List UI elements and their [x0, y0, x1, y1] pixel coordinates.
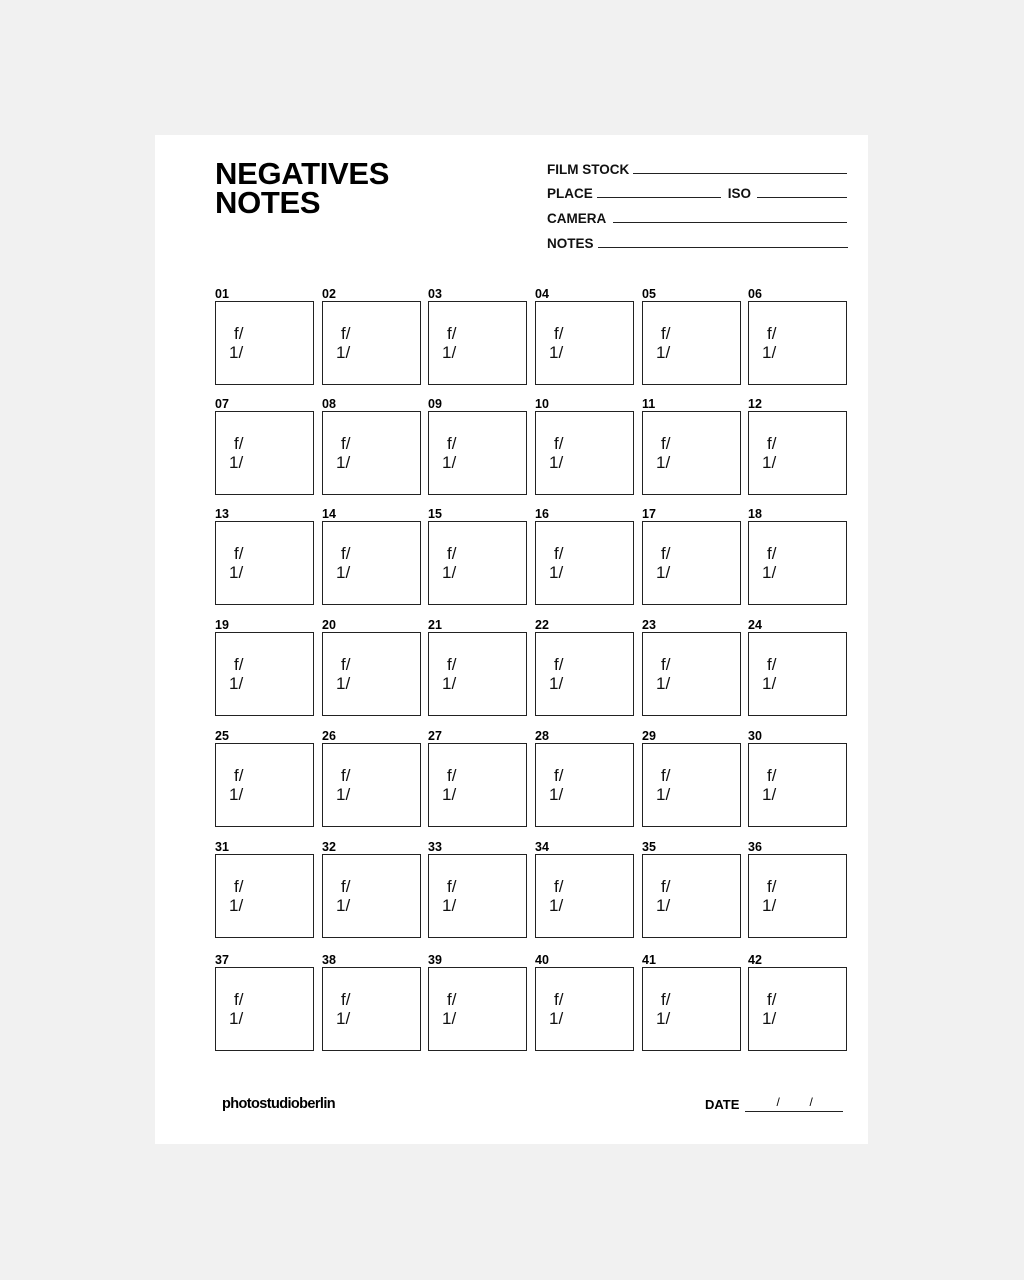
- shutter-label: 1/: [442, 343, 457, 362]
- frame-cell[interactable]: [322, 397, 421, 495]
- place-line[interactable]: [597, 197, 721, 198]
- frame-box[interactable]: [535, 521, 634, 605]
- aperture-label: f/: [447, 655, 457, 674]
- aperture-label: f/: [234, 766, 244, 785]
- frame-box[interactable]: [642, 743, 741, 827]
- exposure-fields: [336, 544, 350, 582]
- frame-cell[interactable]: [535, 729, 634, 827]
- frame-cell[interactable]: [428, 507, 527, 605]
- frame-cell[interactable]: [748, 507, 847, 605]
- frame-box[interactable]: [748, 411, 847, 495]
- camera-label: CAMERA: [547, 211, 607, 226]
- aperture-label: f/: [447, 877, 457, 896]
- exposure-fields: [549, 766, 563, 804]
- exposure-fields: [336, 766, 350, 804]
- exposure-fields: [656, 324, 670, 362]
- shutter-label: 1/: [656, 563, 671, 582]
- iso-label: ISO: [727, 186, 752, 201]
- aperture-label: f/: [447, 324, 457, 343]
- frame-box[interactable]: [748, 967, 847, 1051]
- frame-box[interactable]: [642, 301, 741, 385]
- frame-number: 30: [748, 729, 762, 743]
- aperture-label: f/: [341, 655, 351, 674]
- frame-cell[interactable]: [322, 287, 421, 385]
- iso-line[interactable]: [757, 197, 847, 198]
- frame-number: 36: [748, 840, 762, 854]
- frame-number: 38: [322, 953, 336, 967]
- frame-box[interactable]: [642, 967, 741, 1051]
- exposure-fields: [549, 544, 563, 582]
- frame-number: 37: [215, 953, 229, 967]
- frame-number: 01: [215, 287, 229, 301]
- frame-number: 26: [322, 729, 336, 743]
- shutter-label: 1/: [549, 343, 564, 362]
- aperture-label: f/: [234, 324, 244, 343]
- exposure-fields: [656, 877, 670, 915]
- exposure-fields: [762, 766, 776, 804]
- frame-number: 40: [535, 953, 549, 967]
- exposure-fields: [336, 990, 350, 1028]
- shutter-label: 1/: [442, 453, 457, 472]
- frame-number: 03: [428, 287, 442, 301]
- exposure-fields: [229, 990, 243, 1028]
- frame-cell[interactable]: [215, 507, 314, 605]
- aperture-label: f/: [341, 434, 351, 453]
- exposure-fields: [442, 544, 456, 582]
- frame-box[interactable]: [322, 632, 421, 716]
- shutter-label: 1/: [442, 1009, 457, 1028]
- shutter-label: 1/: [442, 896, 457, 915]
- shutter-label: 1/: [336, 1009, 351, 1028]
- exposure-fields: [762, 655, 776, 693]
- aperture-label: f/: [767, 434, 777, 453]
- shutter-label: 1/: [336, 343, 351, 362]
- camera-field[interactable]: [547, 211, 847, 226]
- frame-number: 19: [215, 618, 229, 632]
- frame-cell[interactable]: [428, 618, 527, 716]
- frame-box[interactable]: [215, 301, 314, 385]
- frame-cell[interactable]: [642, 840, 741, 938]
- frame-box[interactable]: [535, 854, 634, 938]
- frame-box[interactable]: [428, 301, 527, 385]
- shutter-label: 1/: [656, 453, 671, 472]
- aperture-label: f/: [767, 324, 777, 343]
- frame-box[interactable]: [535, 967, 634, 1051]
- exposure-fields: [762, 324, 776, 362]
- shutter-label: 1/: [656, 785, 671, 804]
- frame-box[interactable]: [215, 967, 314, 1051]
- frame-number: 14: [322, 507, 336, 521]
- frame-box[interactable]: [748, 854, 847, 938]
- exposure-fields: [549, 434, 563, 472]
- date-separator: /: [809, 1095, 813, 1109]
- shutter-label: 1/: [229, 563, 244, 582]
- frame-cell[interactable]: [322, 729, 421, 827]
- frame-cell[interactable]: [322, 953, 421, 1051]
- frame-cell[interactable]: [535, 507, 634, 605]
- aperture-label: f/: [554, 434, 564, 453]
- frame-cell[interactable]: [642, 953, 741, 1051]
- frame-number: 05: [642, 287, 656, 301]
- title-line-1: NEGATIVES: [215, 156, 390, 191]
- shutter-label: 1/: [549, 785, 564, 804]
- notes-line[interactable]: [598, 247, 848, 248]
- shutter-label: 1/: [229, 453, 244, 472]
- date-line[interactable]: [745, 1097, 843, 1112]
- frame-cell[interactable]: [748, 397, 847, 495]
- place-field[interactable]: [547, 186, 847, 201]
- shutter-label: 1/: [656, 1009, 671, 1028]
- shutter-label: 1/: [336, 563, 351, 582]
- aperture-label: f/: [767, 877, 777, 896]
- exposure-fields: [442, 990, 456, 1028]
- page-title: [215, 156, 390, 220]
- frame-number: 13: [215, 507, 229, 521]
- frame-box[interactable]: [215, 632, 314, 716]
- aperture-label: f/: [341, 877, 351, 896]
- frame-box[interactable]: [322, 411, 421, 495]
- frame-box[interactable]: [535, 743, 634, 827]
- exposure-fields: [442, 877, 456, 915]
- film-stock-line[interactable]: [633, 173, 847, 174]
- exposure-fields: [656, 434, 670, 472]
- exposure-fields: [442, 434, 456, 472]
- aperture-label: f/: [661, 766, 671, 785]
- shutter-label: 1/: [762, 563, 777, 582]
- aperture-label: f/: [554, 766, 564, 785]
- shutter-label: 1/: [656, 674, 671, 693]
- exposure-fields: [229, 544, 243, 582]
- frame-number: 32: [322, 840, 336, 854]
- shutter-label: 1/: [762, 896, 777, 915]
- aperture-label: f/: [234, 877, 244, 896]
- shutter-label: 1/: [442, 674, 457, 693]
- frame-box[interactable]: [748, 743, 847, 827]
- frame-box[interactable]: [215, 743, 314, 827]
- aperture-label: f/: [341, 544, 351, 563]
- aperture-label: f/: [661, 544, 671, 563]
- frame-number: 17: [642, 507, 656, 521]
- frame-cell[interactable]: [215, 287, 314, 385]
- exposure-fields: [229, 877, 243, 915]
- aperture-label: f/: [341, 990, 351, 1009]
- frame-number: 27: [428, 729, 442, 743]
- frame-cell[interactable]: [215, 840, 314, 938]
- frame-number: 41: [642, 953, 656, 967]
- shutter-label: 1/: [762, 785, 777, 804]
- frame-box[interactable]: [428, 521, 527, 605]
- shutter-label: 1/: [549, 563, 564, 582]
- frame-cell[interactable]: [428, 953, 527, 1051]
- title-line-2: NOTES: [215, 185, 321, 220]
- exposure-fields: [762, 877, 776, 915]
- frame-box[interactable]: [428, 632, 527, 716]
- frame-cell[interactable]: [428, 729, 527, 827]
- aperture-label: f/: [447, 544, 457, 563]
- shutter-label: 1/: [656, 343, 671, 362]
- frame-number: 11: [642, 397, 656, 411]
- frame-cell[interactable]: [535, 953, 634, 1051]
- aperture-label: f/: [554, 324, 564, 343]
- frame-box[interactable]: [428, 411, 527, 495]
- frame-box[interactable]: [642, 411, 741, 495]
- shutter-label: 1/: [229, 674, 244, 693]
- shutter-label: 1/: [229, 785, 244, 804]
- frame-cell[interactable]: [642, 729, 741, 827]
- aperture-label: f/: [661, 434, 671, 453]
- frame-cell[interactable]: [535, 397, 634, 495]
- frame-box[interactable]: [322, 301, 421, 385]
- frame-number: 28: [535, 729, 549, 743]
- place-label: PLACE: [547, 186, 593, 201]
- frame-number: 29: [642, 729, 656, 743]
- shutter-label: 1/: [442, 563, 457, 582]
- frame-cell[interactable]: [748, 840, 847, 938]
- shutter-label: 1/: [656, 896, 671, 915]
- frame-box[interactable]: [215, 854, 314, 938]
- exposure-fields: [656, 766, 670, 804]
- aperture-label: f/: [554, 990, 564, 1009]
- aperture-label: f/: [661, 877, 671, 896]
- negatives-notes-sheet: [155, 135, 868, 1144]
- frame-number: 31: [215, 840, 229, 854]
- exposure-fields: [336, 434, 350, 472]
- film-stock-field[interactable]: [547, 162, 847, 177]
- frame-number: 02: [322, 287, 336, 301]
- frame-cell[interactable]: [642, 397, 741, 495]
- date-field[interactable]: [705, 1097, 843, 1112]
- shutter-label: 1/: [336, 674, 351, 693]
- shutter-label: 1/: [229, 896, 244, 915]
- frame-number: 25: [215, 729, 229, 743]
- frame-box[interactable]: [535, 301, 634, 385]
- exposure-fields: [656, 544, 670, 582]
- aperture-label: f/: [661, 655, 671, 674]
- frame-number: 15: [428, 507, 442, 521]
- aperture-label: f/: [234, 990, 244, 1009]
- camera-line[interactable]: [613, 222, 847, 223]
- frame-cell[interactable]: [322, 618, 421, 716]
- frame-box[interactable]: [748, 632, 847, 716]
- exposure-fields: [549, 877, 563, 915]
- frame-box[interactable]: [215, 521, 314, 605]
- frame-number: 10: [535, 397, 549, 411]
- exposure-fields: [656, 990, 670, 1028]
- aperture-label: f/: [341, 766, 351, 785]
- frame-number: 24: [748, 618, 762, 632]
- aperture-label: f/: [661, 990, 671, 1009]
- aperture-label: f/: [767, 655, 777, 674]
- frame-cell[interactable]: [428, 840, 527, 938]
- frame-cell[interactable]: [748, 729, 847, 827]
- aperture-label: f/: [234, 544, 244, 563]
- exposure-fields: [442, 766, 456, 804]
- aperture-label: f/: [234, 434, 244, 453]
- exposure-fields: [336, 324, 350, 362]
- exposure-fields: [549, 990, 563, 1028]
- exposure-fields: [549, 324, 563, 362]
- frame-cell[interactable]: [642, 618, 741, 716]
- aperture-label: f/: [554, 877, 564, 896]
- date-separator: /: [776, 1095, 780, 1109]
- frame-box[interactable]: [535, 632, 634, 716]
- frame-number: 39: [428, 953, 442, 967]
- aperture-label: f/: [447, 990, 457, 1009]
- frame-number: 12: [748, 397, 762, 411]
- exposure-fields: [762, 434, 776, 472]
- frame-number: 22: [535, 618, 549, 632]
- frame-box[interactable]: [322, 743, 421, 827]
- shutter-label: 1/: [549, 1009, 564, 1028]
- exposure-fields: [762, 544, 776, 582]
- date-label: DATE: [705, 1097, 740, 1112]
- frame-number: 16: [535, 507, 549, 521]
- frame-box[interactable]: [322, 521, 421, 605]
- frame-cell[interactable]: [215, 397, 314, 495]
- frame-cell[interactable]: [215, 618, 314, 716]
- frame-box[interactable]: [428, 743, 527, 827]
- frame-number: 20: [322, 618, 336, 632]
- frame-number: 09: [428, 397, 442, 411]
- aperture-label: f/: [767, 990, 777, 1009]
- shutter-label: 1/: [549, 453, 564, 472]
- exposure-fields: [229, 766, 243, 804]
- shutter-label: 1/: [442, 785, 457, 804]
- exposure-fields: [336, 877, 350, 915]
- frame-box[interactable]: [748, 521, 847, 605]
- frame-cell[interactable]: [535, 618, 634, 716]
- frame-cell[interactable]: [748, 953, 847, 1051]
- frame-cell[interactable]: [748, 618, 847, 716]
- shutter-label: 1/: [549, 896, 564, 915]
- frame-number: 04: [535, 287, 549, 301]
- exposure-fields: [229, 434, 243, 472]
- shutter-label: 1/: [229, 1009, 244, 1028]
- frame-cell[interactable]: [322, 507, 421, 605]
- aperture-label: f/: [767, 544, 777, 563]
- frame-cell[interactable]: [748, 287, 847, 385]
- aperture-label: f/: [341, 324, 351, 343]
- aperture-label: f/: [234, 655, 244, 674]
- exposure-fields: [229, 324, 243, 362]
- shutter-label: 1/: [762, 674, 777, 693]
- frame-number: 34: [535, 840, 549, 854]
- frame-cell[interactable]: [535, 840, 634, 938]
- frame-box[interactable]: [428, 854, 527, 938]
- frame-box[interactable]: [642, 854, 741, 938]
- frame-cell[interactable]: [642, 287, 741, 385]
- aperture-label: f/: [554, 544, 564, 563]
- frame-number: 23: [642, 618, 656, 632]
- frame-box[interactable]: [748, 301, 847, 385]
- shutter-label: 1/: [229, 343, 244, 362]
- frame-box[interactable]: [642, 521, 741, 605]
- frame-box[interactable]: [535, 411, 634, 495]
- frame-cell[interactable]: [642, 507, 741, 605]
- film-stock-label: FILM STOCK: [547, 162, 630, 177]
- shutter-label: 1/: [762, 1009, 777, 1028]
- frame-box[interactable]: [322, 967, 421, 1051]
- frame-cell[interactable]: [322, 840, 421, 938]
- aperture-label: f/: [447, 766, 457, 785]
- frame-number: 21: [428, 618, 442, 632]
- shutter-label: 1/: [549, 674, 564, 693]
- frame-cell[interactable]: [535, 287, 634, 385]
- notes-field[interactable]: [547, 236, 848, 251]
- brand-logo: photostudioberlin: [222, 1096, 336, 1112]
- frame-number: 33: [428, 840, 442, 854]
- exposure-fields: [549, 655, 563, 693]
- frame-number: 08: [322, 397, 336, 411]
- frame-cell[interactable]: [428, 287, 527, 385]
- aperture-label: f/: [554, 655, 564, 674]
- aperture-label: f/: [767, 766, 777, 785]
- exposure-fields: [442, 324, 456, 362]
- exposure-fields: [762, 990, 776, 1028]
- exposure-fields: [229, 655, 243, 693]
- frame-number: 06: [748, 287, 762, 301]
- shutter-label: 1/: [762, 453, 777, 472]
- frame-box[interactable]: [428, 967, 527, 1051]
- frame-cell[interactable]: [215, 953, 314, 1051]
- frame-number: 35: [642, 840, 656, 854]
- shutter-label: 1/: [336, 896, 351, 915]
- aperture-label: f/: [447, 434, 457, 453]
- shutter-label: 1/: [762, 343, 777, 362]
- shutter-label: 1/: [336, 785, 351, 804]
- frame-number: 07: [215, 397, 229, 411]
- exposure-fields: [656, 655, 670, 693]
- frame-box[interactable]: [215, 411, 314, 495]
- frame-number: 42: [748, 953, 762, 967]
- frame-box[interactable]: [642, 632, 741, 716]
- exposure-fields: [442, 655, 456, 693]
- notes-label: NOTES: [547, 236, 594, 251]
- frame-number: 18: [748, 507, 762, 521]
- frame-cell[interactable]: [215, 729, 314, 827]
- frame-box[interactable]: [322, 854, 421, 938]
- frame-cell[interactable]: [428, 397, 527, 495]
- exposure-fields: [336, 655, 350, 693]
- shutter-label: 1/: [336, 453, 351, 472]
- aperture-label: f/: [661, 324, 671, 343]
